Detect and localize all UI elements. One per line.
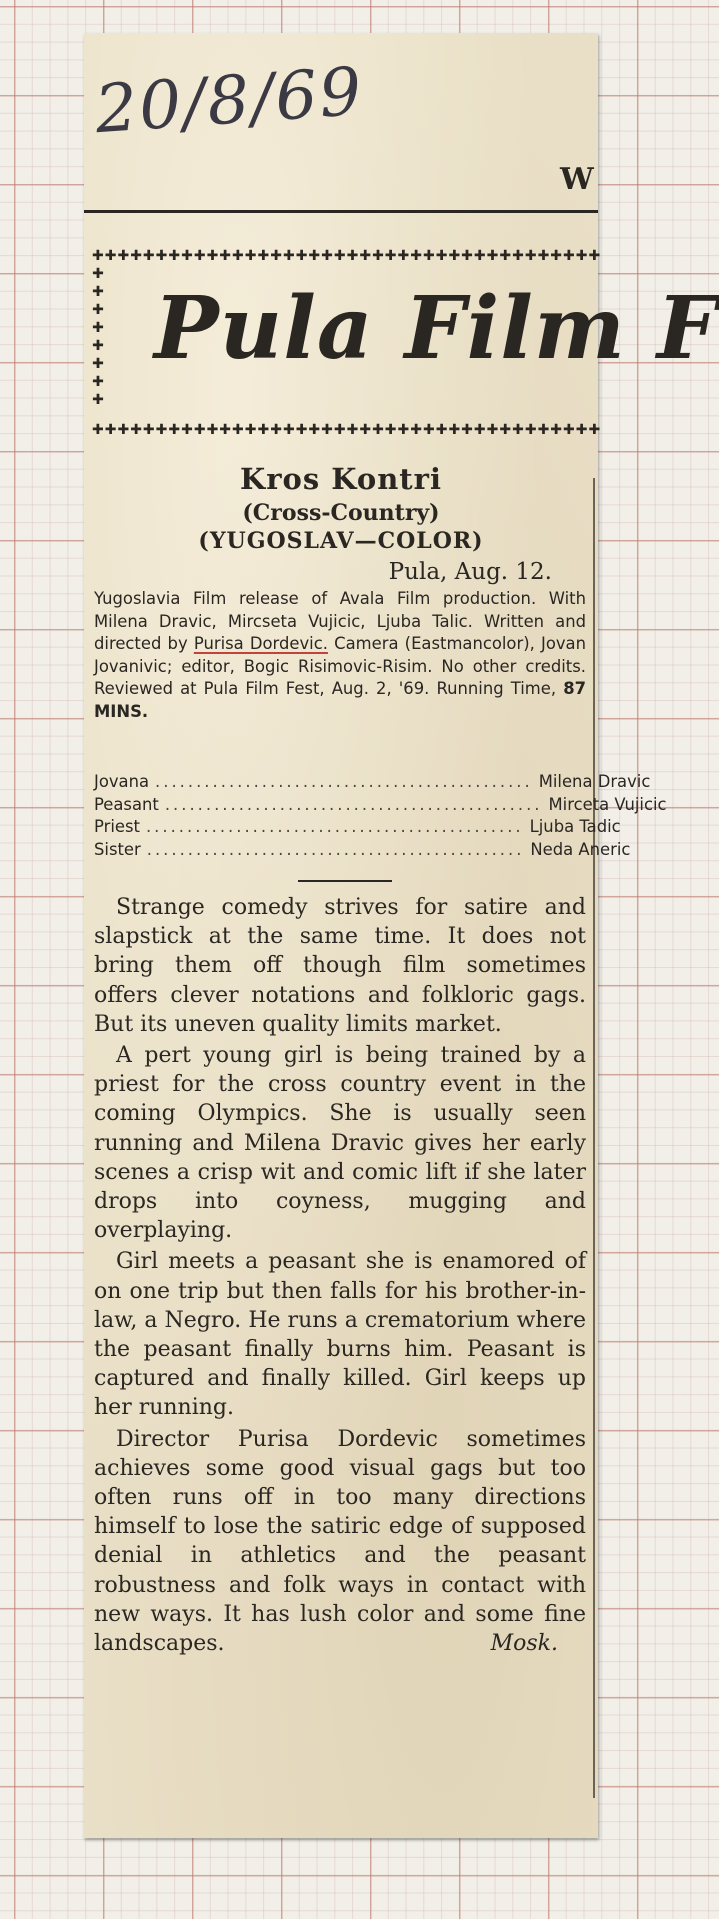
review-paragraph [94, 1425, 586, 1659]
cast-role: Sister [94, 839, 141, 859]
cast-role: Peasant [94, 794, 159, 814]
director-name: Purisa Dordevic. [193, 634, 328, 654]
top-rule [84, 210, 598, 213]
cast-list [94, 771, 667, 861]
cast-row [94, 794, 667, 817]
film-english-title: (Cross-Country) [242, 500, 440, 526]
running-time: 87 MINS. [94, 679, 587, 721]
ornament-border-bottom: ✚✚✚✚✚✚✚✚✚✚✚✚✚✚✚✚✚✚✚✚✚✚✚✚✚✚✚✚✚✚✚✚✚✚✚✚✚✚✚✚ [92, 422, 602, 438]
cast-role: Jovana [94, 772, 150, 791]
handwritten-date: 20/8/69 [92, 52, 366, 149]
leader-dots: .............................................. [164, 794, 543, 814]
column-rule [593, 478, 595, 1798]
review-paragraph: Girl meets a peasant she is enamored of on one trip but then falls for his brother-in-law, a Negro. He runs a crematorium where the peasant finally burns him. Peasant is captured and finally killed. Girl keeps up her running. [94, 1249, 586, 1421]
cast-role: Priest [94, 817, 140, 837]
credits-text-2: Camera (Eastmancolor), Jovan Jovanivic; editor, Bogic Risimovic-Risim. No other credits. Reviewed at Pula Film Fest, Aug. 2, '69. Running Time, [94, 634, 586, 699]
dateline: Pula, Aug. 12. [388, 559, 552, 585]
leader-dots: .............................................. [145, 817, 524, 837]
credits-block [94, 588, 586, 724]
cast-row [94, 771, 651, 794]
review-paragraph: Strange comedy strives for satire and slapstick at the same time. It does not bring them off though film sometimes offers clever notations and folkloric gags. But its uneven quality limits market. [94, 895, 586, 1037]
review-paragraph-text: Director Purisa Dordevic sometimes achieves some good visual gags but too often runs off in too many directions himself to lose the satiric edge of supposed denial in athletics and the peasant robustness and folk ways in contact with new ways. It has lush color and some fine landscapes. [94, 1426, 586, 1657]
masthead-fragment: W [560, 162, 594, 197]
reviewer-signature: Mosk. [490, 1631, 558, 1657]
cast-actor: Ljuba Tadic [529, 817, 621, 837]
leader-dots: .............................................. [155, 772, 533, 791]
review-paragraph: A pert young girl is being trained by a priest for the cross country event in the coming Olympics. She is usually seen running and Milena Dravic gives her early scenes a crisp wit and comic lift if she later drops into coyness, mugging and overplaying. [94, 1043, 586, 1244]
cast-row [94, 839, 631, 862]
leader-dots: .............................................. [146, 839, 525, 859]
cast-actor: Mirceta Vujicic [548, 794, 667, 814]
film-origin: (YUGOSLAV—COLOR) [198, 528, 484, 554]
section-divider [298, 880, 392, 882]
cast-actor: Milena Dravic [538, 772, 651, 791]
banner-headline: Pula Film F [154, 278, 719, 379]
cast-actor: Neda Aneric [530, 839, 631, 859]
review-body [94, 893, 586, 1660]
credits-text-1: Yugoslavia Film release of Avala Film production. With Milena Dravic, Mircseta Vujicic, Ljuba Talic. Written and directed by [94, 589, 586, 654]
ornament-border-top: ✚✚✚✚✚✚✚✚✚✚✚✚✚✚✚✚✚✚✚✚✚✚✚✚✚✚✚✚✚✚✚✚✚✚✚✚✚✚✚✚ [92, 248, 602, 264]
film-title: Kros Kontri [240, 462, 442, 496]
newspaper-clipping [84, 33, 719, 1838]
ornament-border-left: ✚ ✚ ✚ ✚ ✚ ✚ ✚ ✚ [92, 266, 104, 408]
cast-row [94, 816, 621, 839]
